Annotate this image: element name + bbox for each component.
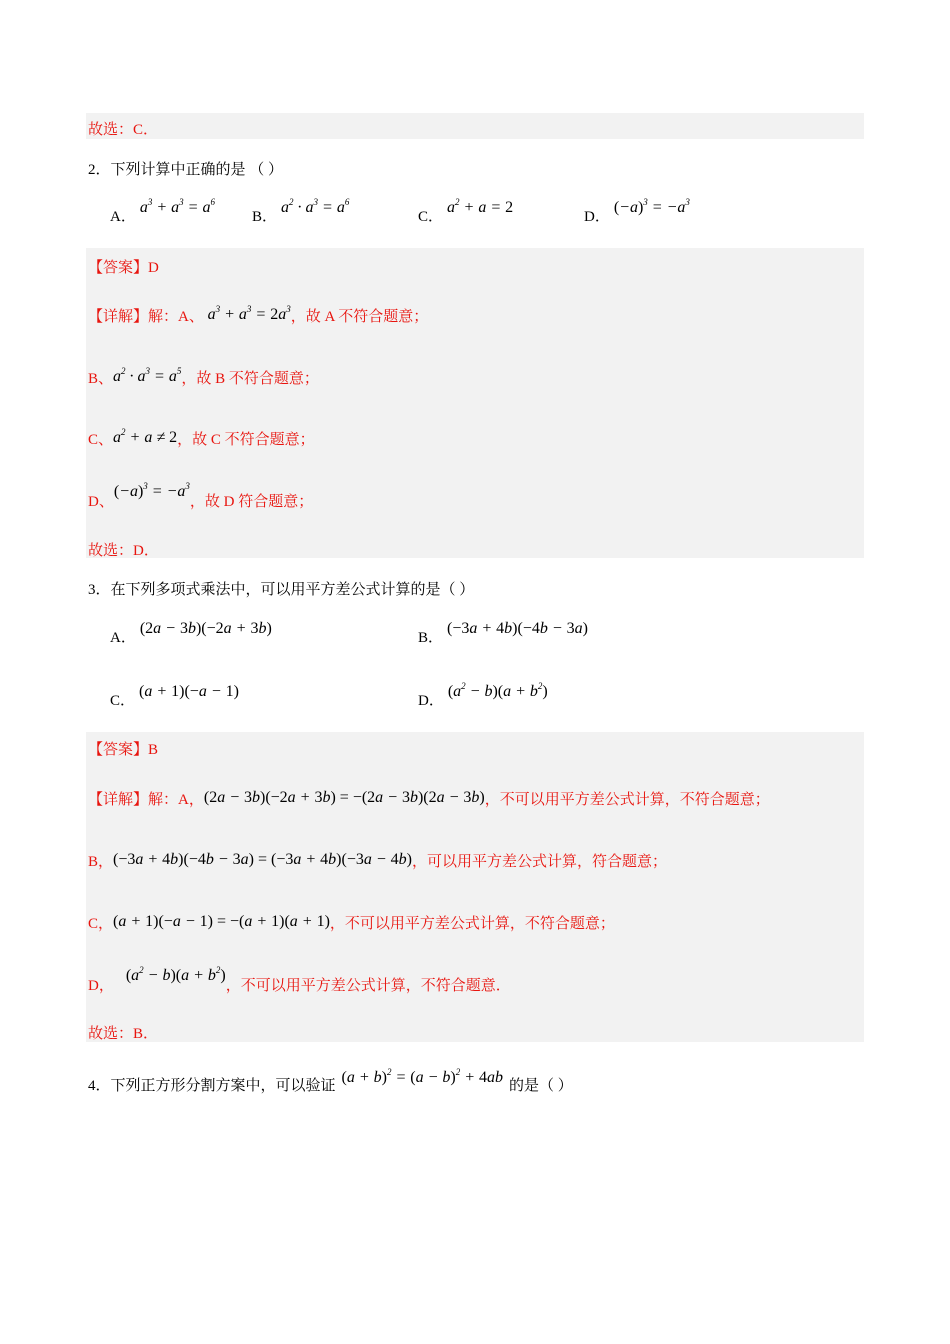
q3-option-b [418,620,588,647]
option-label: C． [418,209,444,225]
detail-text: ，不可以用平方差公式计算，不符合题意； [329,916,615,932]
option-label: B． [252,209,278,225]
detail-lead: 解：A、 [148,309,204,325]
detail-expr: $a^3 + a^3 = 2a^3$ [207,304,291,323]
q2-detail-line-c [88,428,315,449]
q4-expr: $(a + b)^2 = (a - b)^2 + 4ab$ [341,1067,504,1086]
q2-conclusion: 故选：D． [88,543,159,559]
q3-stem: 3．在下列多项式乘法中，可以用平方差公式计算的是（ ） [88,582,475,598]
q1-conclusion: 故选：C． [88,122,159,138]
q2-detail-line-b [88,367,319,388]
detail-expr: (−3a + 4b)(−4b − 3a) = (−3a + 4b)(−3a − 4b) [113,851,412,868]
option-label: B． [418,630,444,646]
detail-prefix: D、 [88,494,114,510]
detail-tag: 【详解】 [88,792,149,808]
q2-detail-line-d [88,481,314,511]
q4-stem [88,1067,573,1095]
detail-expr: $(a^2 - b)(a + b^2)$ [125,965,226,984]
q3-detail-line-1 [88,788,770,809]
q4-stem-pre: 4．下列正方形分割方案中，可以验证 [88,1078,336,1094]
detail-expr: (2a − 3b)(−2a + 3b) = −(2a − 3b)(2a − 3b) [203,789,485,806]
answer-block-q2 [86,248,864,558]
detail-prefix: B， [88,854,114,870]
detail-prefix: C、 [88,432,114,448]
detail-prefix: C， [88,916,114,932]
q3-option-a [110,620,272,647]
detail-expr: $(-a)^3 = -a^3$ [113,481,190,500]
option-label: A． [110,630,136,646]
detail-tag: 【详解】 [88,309,149,325]
q4-stem-post: 的是（ ） [509,1078,573,1094]
option-expr: $a^2 \cdot a^3 = a^6$ [281,197,350,216]
option-expr: $(a^2 - b)(a + b^2)$ [447,681,548,700]
detail-text: ，不可以用平方差公式计算，不符合题意； [484,792,770,808]
detail-text: ，故 B 不符合题意； [181,371,319,387]
detail-lead: 解：A， [148,792,204,808]
q3-option-c [110,683,239,710]
option-expr: (a + 1)(−a − 1) [139,683,239,700]
q3-detail-line-b [88,850,667,871]
detail-text: ，故 D 符合题意； [189,494,314,510]
q2-option-a [110,197,215,226]
q3-conclusion: 故选：B． [88,1026,159,1042]
detail-text: ，不可以用平方差公式计算，不符合题意． [225,978,511,994]
detail-text: ，故 A 不符合题意； [290,309,429,325]
detail-expr: (a + 1)(−a − 1) = −(a + 1)(a + 1) [113,913,330,930]
answer-block-q1 [86,113,864,139]
q3-option-d [418,681,548,710]
q3-detail-line-c [88,912,615,933]
detail-prefix: B、 [88,371,114,387]
option-expr: $a^3 + a^3 = a^6$ [139,197,215,216]
q2-option-c [418,197,514,226]
detail-text: ，故 C 不符合题意； [177,432,315,448]
option-expr: $(-a)^3 = -a^3$ [613,197,690,216]
q2-stem: 2．下列计算中正确的是 （ ） [88,162,284,178]
q2-answer: 【答案】D [88,260,159,276]
q3-detail-line-d [88,965,511,995]
answer-block-q3 [86,732,864,1042]
detail-expr: $a^2 \cdot a^3 = a^5$ [113,366,182,385]
detail-text: ，可以用平方差公式计算，符合题意； [411,854,667,870]
q2-detail-line-1 [88,305,428,326]
detail-prefix: D， [88,978,114,994]
option-label: D． [584,209,610,225]
option-expr: $a^2 + a = 2$ [447,197,514,216]
option-expr: (2a − 3b)(−2a + 3b) [139,620,272,637]
q2-option-d [584,197,690,226]
option-label: C． [110,693,136,709]
option-expr: (−3a + 4b)(−4b − 3a) [447,620,588,637]
detail-expr: $a^2 + a \ne 2$ [113,427,178,446]
option-label: D． [418,693,444,709]
q3-answer: 【答案】B [88,742,159,758]
q2-option-b [252,197,350,226]
option-label: A． [110,209,136,225]
